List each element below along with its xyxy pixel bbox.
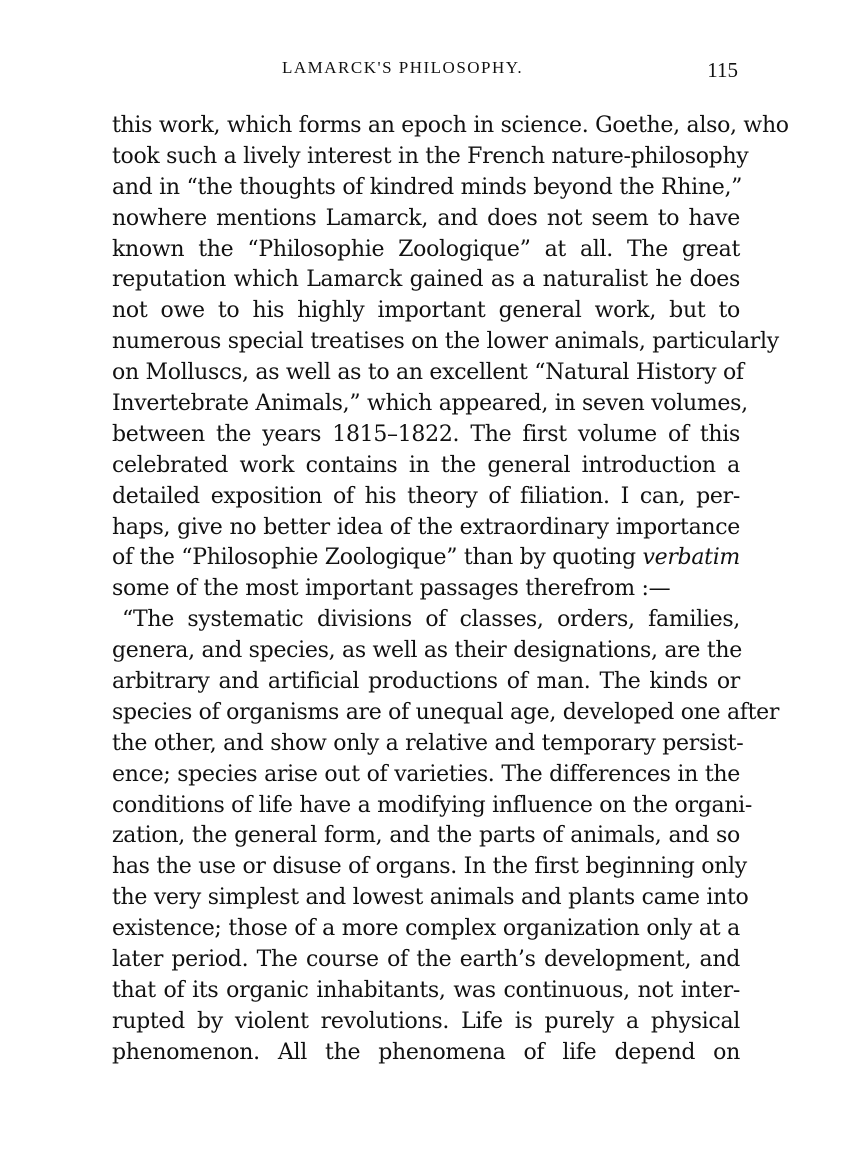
page-number: 115 [707, 58, 738, 82]
text-line-7: not owe to his highly important general work, but to [112, 298, 740, 324]
text-line-4: nowhere mentions Lamarck, and does not seem to have [112, 205, 740, 231]
text-line-12: celebrated work contains in the general introduction a [112, 452, 740, 478]
text-line-6: reputation which Lamarck gained as a naturalist he does [112, 267, 740, 293]
text-line-21: the other, and show only a relative and temporary persist- [112, 730, 744, 756]
text-line-26: the very simplest and lowest animals and plants came into [112, 885, 749, 911]
text-line-9: on Molluscs, as well as to an excellent “Natural History of [112, 360, 744, 386]
text-line-8: numerous special treatises on the lower animals, particularly [112, 329, 779, 355]
text-line-15 [112, 543, 740, 574]
text-line-17: “The systematic divisions of classes, orders, families, [122, 607, 740, 633]
text-line-3: and in “the thoughts of kindred minds beyond the Rhine,” [112, 174, 743, 200]
text-line-27: existence; those of a more complex organization only at a [112, 916, 740, 942]
text-line-24: zation, the general form, and the parts of animals, and so [112, 823, 740, 849]
text-line-13: detailed exposition of his theory of filiation. I can, per- [112, 483, 740, 509]
running-head [112, 58, 740, 92]
text-line-20: species of organisms are of unequal age, developed one after [112, 699, 780, 725]
verbatim-word: verbatim [642, 545, 740, 571]
text-line-23: conditions of life have a modifying influence on the organi- [112, 792, 753, 818]
book-page [112, 58, 789, 1069]
text-line-19: arbitrary and artificial productions of man. The kinds or [112, 669, 740, 695]
text-line-11: between the years 1815–1822. The first volume of this [112, 421, 740, 447]
text-line-29: that of its organic inhabitants, was continuous, not inter- [112, 977, 740, 1003]
text-line-16: some of the most important passages therefrom :— [112, 576, 671, 602]
body-text [112, 111, 789, 1069]
text-line-28: later period. The course of the earth’s development, and [112, 947, 740, 973]
text-line-1: this work, which forms an epoch in science. Goethe, also, who [112, 113, 789, 138]
text-line-30: rupted by violent revolutions. Life is purely a physical [112, 1008, 740, 1034]
text-line-31: phenomenon. All the phenomena of life depend on [112, 1039, 740, 1065]
text-line-2: took such a lively interest in the French nature-philosophy [112, 143, 749, 169]
text-line-25: has the use or disuse of organs. In the first beginning only [112, 854, 747, 880]
running-title: LAMARCK'S PHILOSOPHY. [282, 58, 524, 77]
text-line-22: ence; species arise out of varieties. The differences in the [112, 761, 740, 787]
text-line-5: known the “Philosophie Zoologique” at all. The great [112, 236, 740, 262]
text-line-14: haps, give no better idea of the extraordinary importance [112, 514, 740, 540]
text-line-15-main: of the “Philosophie Zoologique” than by quoting [112, 545, 643, 571]
text-line-10: Invertebrate Animals,” which appeared, in seven volumes, [112, 391, 748, 417]
text-line-18: genera, and species, as well as their designations, are the [112, 638, 742, 664]
